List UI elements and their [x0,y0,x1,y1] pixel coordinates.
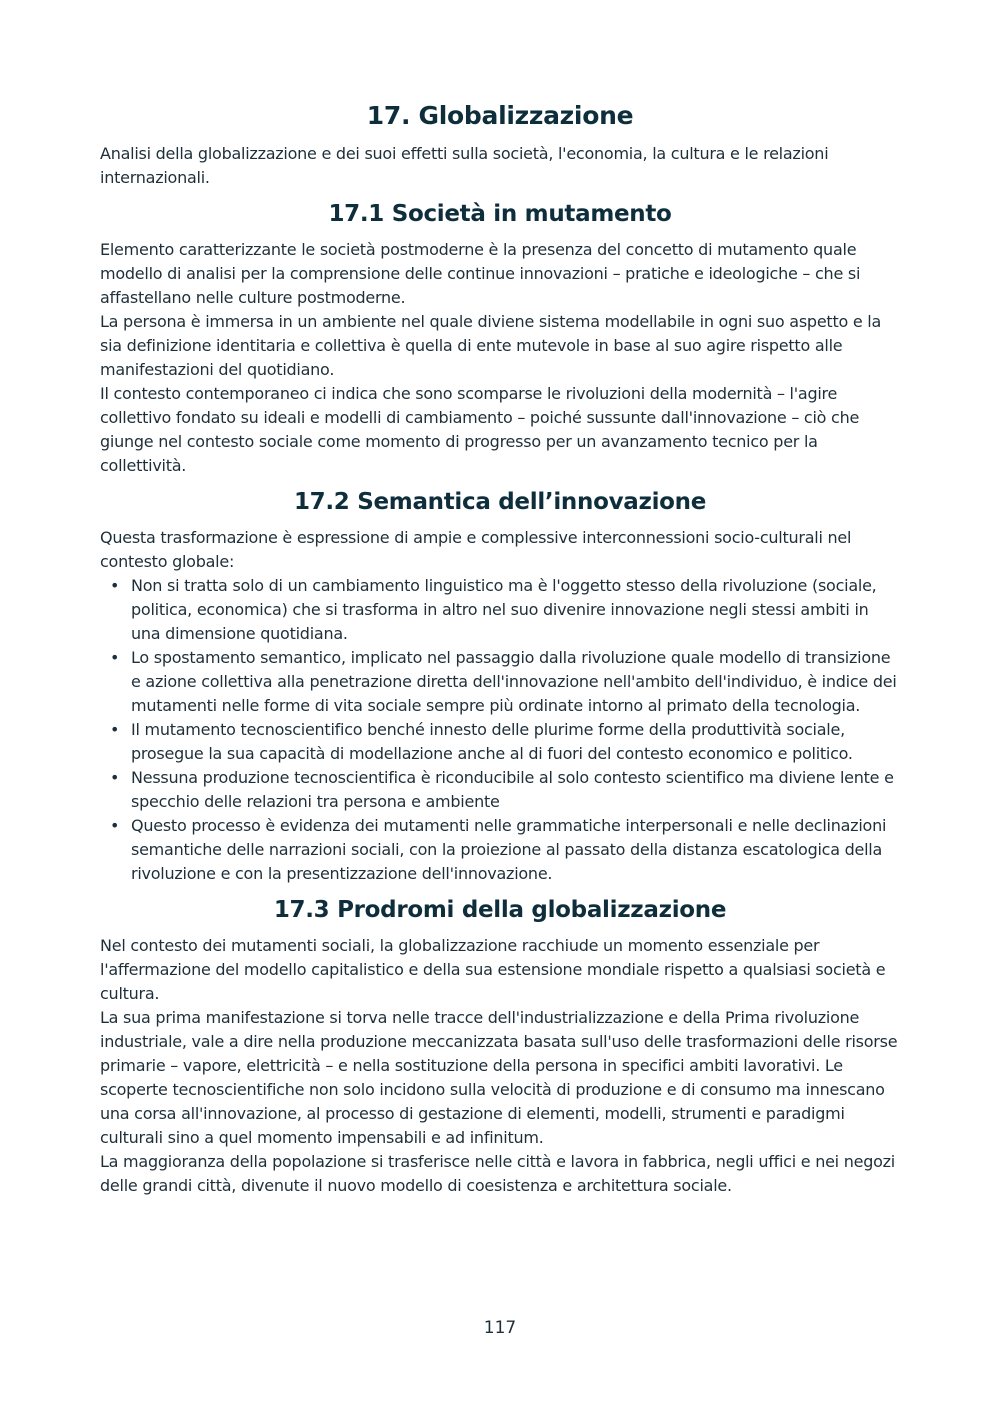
paragraph: Elemento caratterizzante le società postmoderne è la presenza del concetto di mutamento quale modello di analisi per la comprensione delle continue innovazioni – pratiche e ideologiche – che si affastellano nelle culture postmoderne. [100,240,861,307]
bullet-icon: • [110,576,120,595]
list-item-text: Questo processo è evidenza dei mutamenti nelle grammatiche interpersonali e nelle declinazioni semantiche delle narrazioni sociali, con la proiezione al passato della distanza escatologica della rivoluzione e con la presentizzazione dell'innovazione. [131,816,887,883]
paragraph: Questa trasformazione è espressione di ampie e complessive interconnessioni socio-culturali nel contesto globale: [100,528,852,571]
page-number: 117 [483,1318,517,1338]
bullet-icon: • [110,648,120,667]
section-title-17-2: 17.2 Semantica dell’innovazione [293,489,707,515]
chapter-intro: Analisi della globalizzazione e dei suoi effetti sulla società, l'economia, la cultura e le relazioni internazionali. [100,144,829,187]
bullet-icon: • [110,720,120,739]
section-title-17-1: 17.1 Società in mutamento [328,201,672,227]
paragraph: La maggioranza della popolazione si trasferisce nelle città e lavora in fabbrica, negli uffici e nei negozi delle grandi città, divenute il nuovo modello di coesistenza e architettura sociale. [100,1152,895,1195]
paragraph: La sua prima manifestazione si torva nelle tracce dell'industrializzazione e della Prima rivoluzione industriale, vale a dire nella produzione meccanizzata basata sull'uso delle trasformazioni delle risorse primarie – vapore, elettricità – e nella sostituzione della persona in specifici ambiti lavorativi. Le scoperte tecnoscientifiche non solo incidono sulla velocità di produzione e di consumo ma innescano una corsa all'innovazione, al processo di gestazione di elementi, modelli, strumenti e paradigmi culturali sino a quel momento impensabili e ad infinitum. [100,1008,898,1147]
section-title-17-3: 17.3 Prodromi della globalizzazione [273,897,727,923]
list-item-text: Il mutamento tecnoscientifico benché innesto delle plurime forme della produttività sociale, prosegue la sua capacità di modellazione anche al di fuori del contesto economico e politico. [131,720,853,763]
page-content [100,96,900,1198]
list-item [110,646,900,718]
chapter-title: 17. Globalizzazione [366,101,634,130]
list-item [110,574,900,646]
list-item [110,814,900,886]
paragraph: La persona è immersa in un ambiente nel quale diviene sistema modellabile in ogni suo aspetto e la sia definizione identitaria e collettiva è quella di ente mutevole in base al suo agire rispetto alle manifestazioni del quotidiano. [100,312,882,379]
bullet-icon: • [110,816,120,835]
list-item [110,766,900,814]
list-item [110,718,900,766]
paragraph: Il contesto contemporaneo ci indica che sono scomparse le rivoluzioni della modernità – l'agire collettivo fondato su ideali e modelli di cambiamento – poiché sussunte dall'innovazione – ciò che giunge nel contesto sociale come momento di progresso per un avanzamento tecnico per la collettività. [100,384,860,475]
list-item-text: Nessuna produzione tecnoscientifica è riconducibile al solo contesto scientifico ma diviene lente e specchio delle relazioni tra persona e ambiente [131,768,894,811]
bullet-icon: • [110,768,120,787]
list-item-text: Lo spostamento semantico, implicato nel passaggio dalla rivoluzione quale modello di transizione e azione collettiva alla penetrazione diretta dell'innovazione nell'ambito dell'individuo, è indice dei mutamenti nelle forme di vita sociale sempre più ordinate intorno al primato della tecnologia. [131,648,897,715]
list-item-text: Non si tratta solo di un cambiamento linguistico ma è l'oggetto stesso della rivoluzione (sociale, politica, economica) che si trasforma in altro nel suo divenire innovazione negli stessi ambiti in una dimensione quotidiana. [131,576,877,643]
bullet-list [100,574,900,886]
paragraph: Nel contesto dei mutamenti sociali, la globalizzazione racchiude un momento essenziale per l'affermazione del modello capitalistico e della sua estensione mondiale rispetto a qualsiasi società e cultura. [100,936,886,1003]
